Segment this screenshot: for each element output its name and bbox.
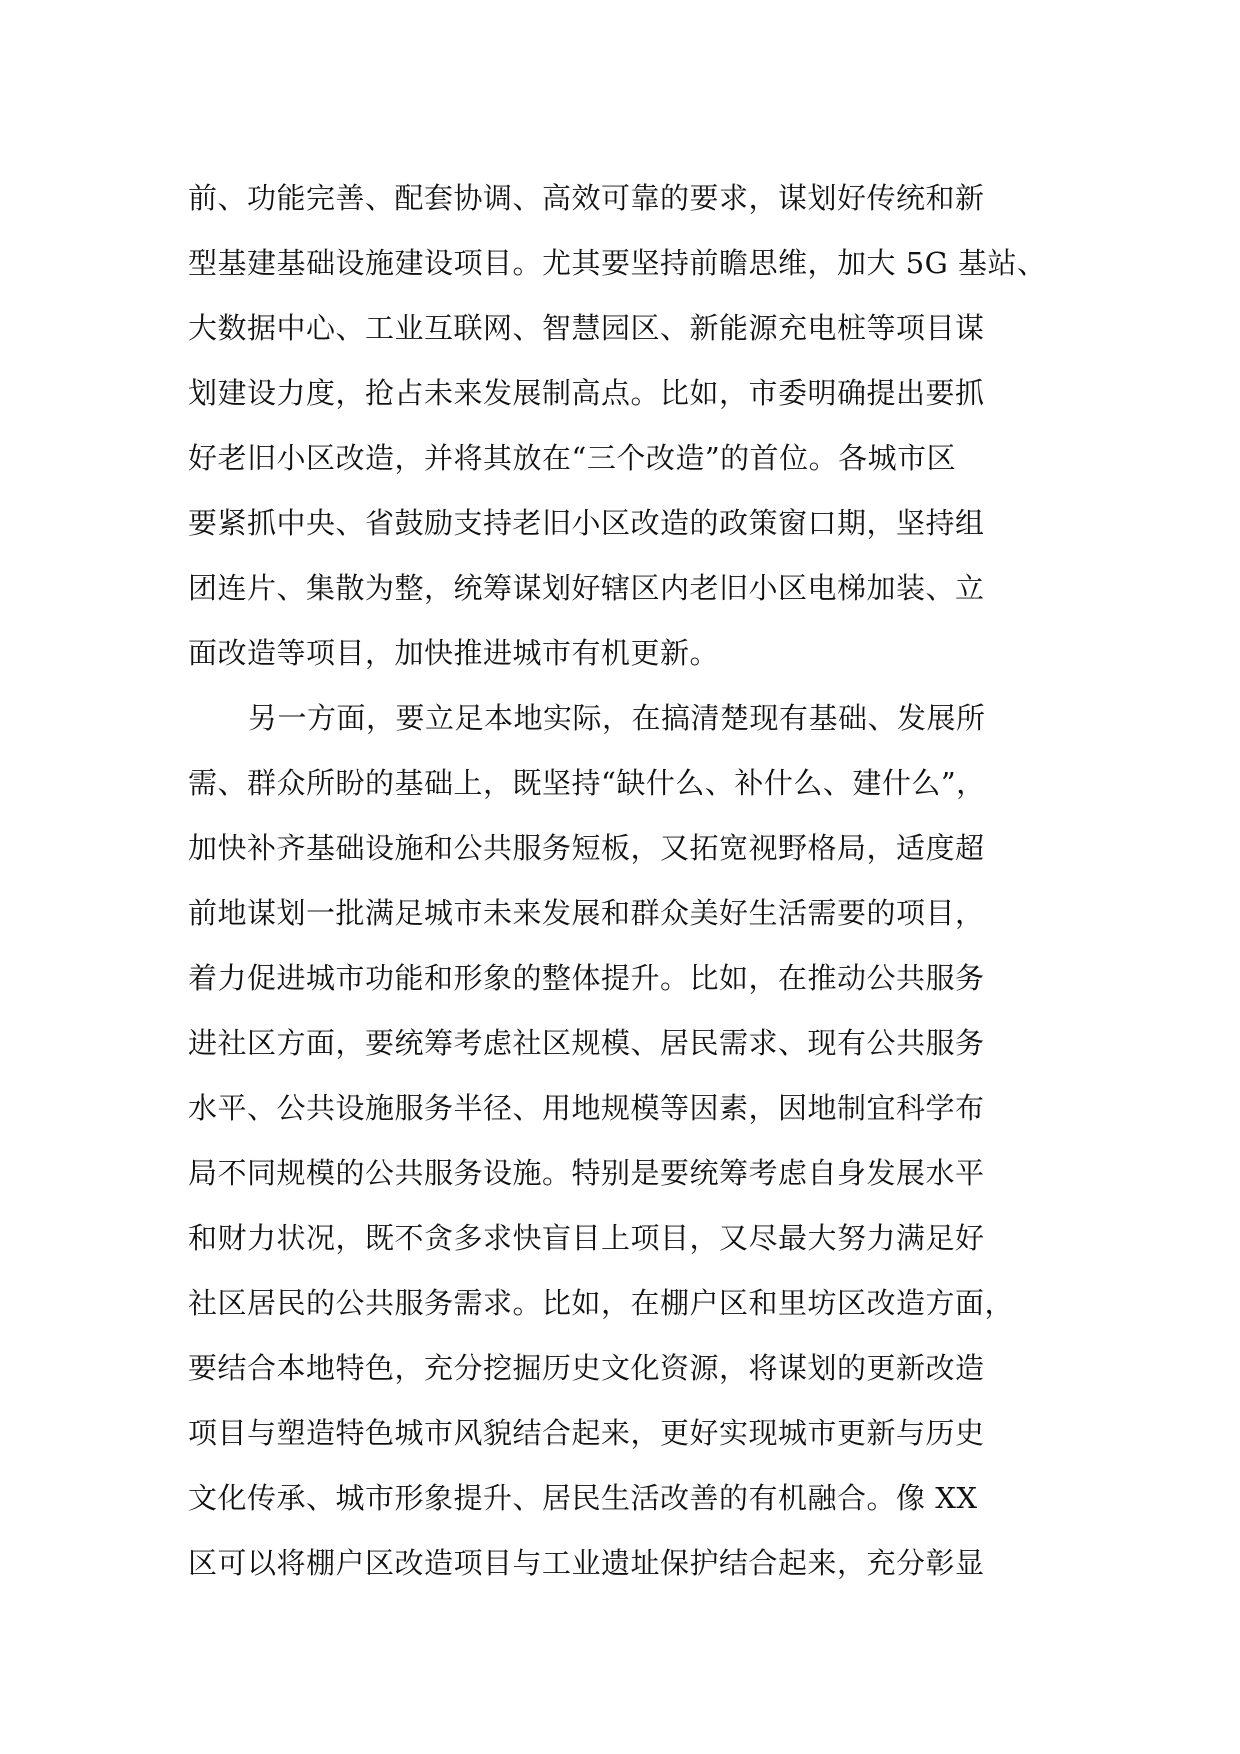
text-line: 面改造等项目，加快推进城市有机更新。 <box>188 636 720 670</box>
text-line: 社区居民的公共服务需求。比如，在棚户区和里坊区改造方面， <box>188 1286 1015 1320</box>
paragraph <box>188 166 1058 686</box>
text-line: 局不同规模的公共服务设施。特别是要统筹考虑自身发展水平 <box>188 1156 985 1190</box>
text-line: 要结合本地特色，充分挖掘历史文化资源，将谋划的更新改造 <box>188 1351 985 1385</box>
text-line: 型基建基础设施建设项目。尤其要坚持前瞻思维，加大 5G 基站、 <box>188 246 1047 280</box>
text-line: 进社区方面，要统筹考虑社区规模、居民需求、现有公共服务 <box>188 1026 985 1060</box>
text-line: 大数据中心、工业互联网、智慧园区、新能源充电桩等项目谋 <box>188 311 985 345</box>
text-line: 要紧抓中央、省鼓励支持老旧小区改造的政策窗口期，坚持组 <box>188 506 985 540</box>
text-line: 加快补齐基础设施和公共服务短板，又拓宽视野格局，适度超 <box>188 831 985 865</box>
text-line: 前、功能完善、配套协调、高效可靠的要求，谋划好传统和新 <box>188 181 985 215</box>
text-line: 需、群众所盼的基础上，既坚持“缺什么、补什么、建什么”， <box>188 766 986 800</box>
text-line: 另一方面，要立足本地实际，在搞清楚现有基础、发展所 <box>248 701 986 735</box>
text-line: 水平、公共设施服务半径、用地规模等因素，因地制宜科学布 <box>188 1091 985 1125</box>
text-line: 团连片、集散为整，统筹谋划好辖区内老旧小区电梯加装、立 <box>188 571 985 605</box>
text-line: 项目与塑造特色城市风貌结合起来，更好实现城市更新与历史 <box>188 1416 985 1450</box>
text-line: 划建设力度，抢占未来发展制高点。比如，市委明确提出要抓 <box>188 376 985 410</box>
text-line: 好老旧小区改造，并将其放在“三个改造”的首位。各城市区 <box>188 441 957 475</box>
paragraph <box>188 686 1058 1596</box>
text-line: 和财力状况，既不贪多求快盲目上项目，又尽最大努力满足好 <box>188 1221 985 1255</box>
text-line: 着力促进城市功能和形象的整体提升。比如，在推动公共服务 <box>188 961 985 995</box>
text-line: 文化传承、城市形象提升、居民生活改善的有机融合。像 XX <box>188 1481 978 1515</box>
text-line: 前地谋划一批满足城市未来发展和群众美好生活需要的项目， <box>188 896 985 930</box>
body-text <box>188 166 1058 1596</box>
text-line: 区可以将棚户区改造项目与工业遗址保护结合起来，充分彰显 <box>188 1546 985 1580</box>
